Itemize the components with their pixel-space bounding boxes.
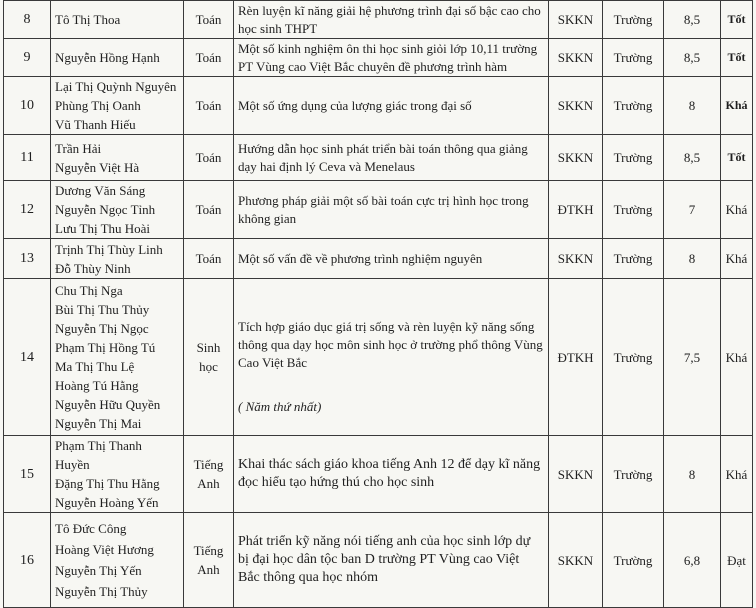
author-name: Nguyễn Thị Mai — [55, 416, 142, 431]
title-text: Hướng dẫn học sinh phát triển bài toán thông qua giảng dạy hai định lý Ceva và Menelaus — [238, 140, 528, 174]
score: 8 — [664, 436, 721, 513]
author-names — [51, 1, 184, 39]
score: 7 — [664, 181, 721, 239]
author-name: Đặng Thị Thu Hằng — [55, 476, 160, 491]
author-name: Hoàng Tú Hằng — [55, 378, 139, 393]
table-row — [4, 1, 753, 39]
author-name: Nguyễn Thị Yến — [55, 563, 142, 578]
evaluation-level: Trường — [603, 513, 664, 608]
author-name: Tô Đức Công — [55, 521, 127, 536]
author-name: Nguyễn Việt Hà — [55, 159, 140, 175]
initiative-title — [234, 513, 549, 608]
subject: Toán — [184, 39, 234, 77]
rank: Khá — [721, 239, 753, 279]
table-row — [4, 239, 753, 279]
subject: Toán — [184, 135, 234, 181]
table-body — [4, 1, 753, 608]
author-name: Chu Thị Nga — [55, 283, 123, 298]
row-number: 12 — [4, 181, 51, 239]
rank: Khá — [721, 279, 753, 436]
score: 8 — [664, 239, 721, 279]
author-name: Trịnh Thị Thùy Linh — [55, 241, 163, 257]
subject: Tiếng Anh — [184, 436, 234, 513]
author-name: Nguyễn Thị Thủy — [55, 584, 148, 599]
initiative-title — [234, 1, 549, 39]
table-row — [4, 77, 753, 135]
subject: Toán — [184, 239, 234, 279]
table-row — [4, 513, 753, 608]
score: 6,8 — [664, 513, 721, 608]
author-names — [51, 279, 184, 436]
author-name: Hoàng Việt Hương — [55, 542, 154, 557]
author-names — [51, 77, 184, 135]
title-text: Một số kinh nghiệm ôn thi học sinh giỏi lớp 10,11 trường PT Vùng cao Việt Bắc chuyên đề phương trình hàm — [238, 40, 538, 74]
author-name: Vũ Thanh Hiếu — [55, 117, 136, 132]
evaluation-level: Trường — [603, 135, 664, 181]
subject: Tiếng Anh — [184, 513, 234, 608]
initiative-type: ĐTKH — [549, 181, 603, 239]
initiative-title — [234, 77, 549, 135]
author-name: Dương Văn Sáng — [55, 183, 146, 198]
title-text: Tích hợp giáo dục giá trị sống và rèn luyện kỹ năng sống thông qua dạy học môn sinh học ở trường phổ thông Vùng Cao Việt Bắc — [238, 319, 543, 370]
title-text: Rèn luyện kĩ năng giải hệ phương trình đại số bậc cao cho học sinh THPT — [238, 2, 541, 36]
initiative-title — [234, 135, 549, 181]
initiative-title — [234, 39, 549, 77]
author-name: Lưu Thị Thu Hoài — [55, 221, 151, 236]
initiative-type: SKKN — [549, 513, 603, 608]
evaluation-level: Trường — [603, 279, 664, 436]
rank: Tốt — [721, 39, 753, 77]
author-names — [51, 436, 184, 513]
row-number: 15 — [4, 436, 51, 513]
title-text: Phương pháp giải một số bài toán cực trị hình học trong không gian — [238, 192, 529, 226]
score: 8,5 — [664, 135, 721, 181]
initiative-type: SKKN — [549, 1, 603, 39]
evaluation-level: Trường — [603, 1, 664, 39]
author-names — [51, 239, 184, 279]
rank: Đạt — [721, 513, 753, 608]
initiative-type: SKKN — [549, 436, 603, 513]
title-text: Một số ứng dụng của lượng giác trong đại số — [238, 97, 472, 113]
evaluation-level: Trường — [603, 181, 664, 239]
author-name: Nguyễn Hữu Quyền — [55, 397, 161, 412]
author-name: Lại Thị Quỳnh Nguyên — [55, 79, 177, 94]
table-row — [4, 436, 753, 513]
author-name: Phùng Thị Oanh — [55, 98, 141, 113]
initiative-title — [234, 279, 549, 436]
initiative-type: SKKN — [549, 77, 603, 135]
initiative-title — [234, 181, 549, 239]
initiative-type: SKKN — [549, 135, 603, 181]
subject: Toán — [184, 1, 234, 39]
row-number: 11 — [4, 135, 51, 181]
rank: Khá — [721, 77, 753, 135]
rank: Khá — [721, 436, 753, 513]
table-row — [4, 135, 753, 181]
table-row — [4, 181, 753, 239]
author-name: Ma Thị Thu Lệ — [55, 359, 135, 374]
table-row — [4, 279, 753, 436]
score: 8,5 — [664, 39, 721, 77]
author-name: Đỗ Thùy Ninh — [55, 260, 131, 276]
row-number: 16 — [4, 513, 51, 608]
author-names — [51, 135, 184, 181]
title-note: ( Năm thứ nhất) — [238, 399, 322, 414]
score: 8,5 — [664, 1, 721, 39]
subject: Sinh học — [184, 279, 234, 436]
initiative-title — [234, 239, 549, 279]
author-name: Nguyễn Thị Ngọc — [55, 321, 149, 336]
row-number: 8 — [4, 1, 51, 39]
score: 8 — [664, 77, 721, 135]
author-name: Nguyễn Hoàng Yến — [55, 495, 159, 510]
rank: Tốt — [721, 135, 753, 181]
rank: Khá — [721, 181, 753, 239]
author-names — [51, 181, 184, 239]
results-table — [3, 0, 753, 608]
evaluation-level: Trường — [603, 436, 664, 513]
evaluation-level: Trường — [603, 239, 664, 279]
row-number: 9 — [4, 39, 51, 77]
subject: Toán — [184, 77, 234, 135]
evaluation-level: Trường — [603, 39, 664, 77]
author-names — [51, 39, 184, 77]
evaluation-level: Trường — [603, 77, 664, 135]
score: 7,5 — [664, 279, 721, 436]
initiative-type: SKKN — [549, 239, 603, 279]
author-name: Tô Thị Thoa — [55, 12, 121, 27]
rank: Tốt — [721, 1, 753, 39]
author-name: Phạm Thị Hồng Tú — [55, 340, 156, 355]
author-name: Trần Hải — [55, 140, 102, 156]
title-text: Một số vấn đề về phương trình nghiệm nguyên — [238, 250, 483, 266]
row-number: 10 — [4, 77, 51, 135]
initiative-type: SKKN — [549, 39, 603, 77]
table-row — [4, 39, 753, 77]
author-name: Nguyễn Hồng Hạnh — [55, 50, 160, 65]
author-name: Nguyễn Ngọc Tỉnh — [55, 202, 156, 217]
author-names — [51, 513, 184, 608]
initiative-title — [234, 436, 549, 513]
row-number: 13 — [4, 239, 51, 279]
initiative-type: ĐTKH — [549, 279, 603, 436]
author-name: Bùi Thị Thu Thủy — [55, 302, 150, 317]
author-name: Phạm Thị Thanh Huyền — [55, 438, 142, 472]
row-number: 14 — [4, 279, 51, 436]
title-text: Phát triển kỹ năng nói tiếng anh của học sinh lớp dự bị đại học dân tộc ban D trường PT Vùng cao Việt Bắc thông qua học nhóm — [238, 534, 531, 585]
title-text: Khai thác sách giáo khoa tiếng Anh 12 để dạy kĩ năng đọc hiểu tạo hứng thú cho học sinh — [238, 457, 541, 490]
subject: Toán — [184, 181, 234, 239]
